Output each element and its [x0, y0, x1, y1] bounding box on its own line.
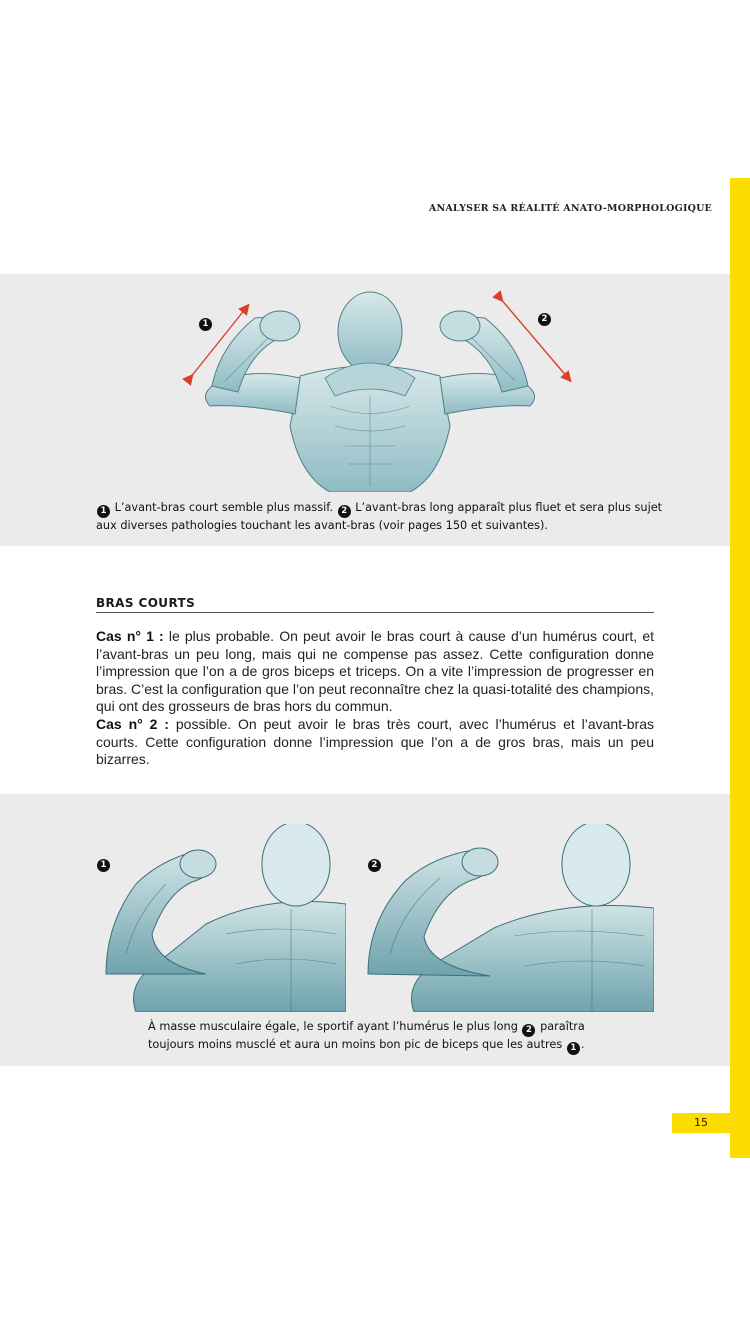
back-flex-illustration-long	[364, 824, 654, 1012]
figure-panel-top	[0, 274, 730, 546]
front-double-biceps-illustration	[150, 286, 590, 492]
yellow-edge-bar	[730, 178, 750, 1158]
caption-marker-1: 1	[97, 505, 110, 518]
running-header-title: ANALYSER SA RÉALITÉ ANATO-MORPHOLOGIQUE	[428, 203, 712, 214]
caption-bottom-marker-2: 2	[522, 1024, 535, 1037]
caption-bottom-text-3: .	[580, 1038, 585, 1051]
case-2-text: possible. On peut avoir le bras très court, avec l’humérus et l’avant-bras courts. Cette configuration donne l’impression que l’on a de gros bras, mais un peu bizarres.	[96, 715, 655, 768]
back-flex-illustration-short	[96, 824, 346, 1012]
case-2-lead: Cas n° 2 :	[96, 715, 169, 732]
marker-badge-1: 1	[199, 318, 212, 331]
section-title: BRAS COURTS	[96, 596, 654, 613]
caption-bottom-text-1: À masse musculaire égale, le sportif ayant l’humérus le plus long	[148, 1020, 518, 1033]
caption-text-2: L’avant-bras long apparaît plus fluet et sera plus sujet aux diverses pathologies touchant les avant-bras (voir pages 150 et suivantes).	[96, 501, 663, 532]
case-2-paragraph	[96, 716, 654, 769]
caption-marker-2: 2	[338, 505, 351, 518]
marker-badge-1-bottom: 1	[97, 859, 110, 872]
marker-badge-2: 2	[538, 313, 551, 326]
page-number: 15	[672, 1113, 730, 1133]
case-1-text: le plus probable. On peut avoir le bras court à cause d’un humérus court, et l’avant-bras un peu long, mais qui ne compense pas assez. Cette configuration donne l’impression que l’on a de gros biceps et triceps. On a vite l’impression de progresser en bras. C’est la configuration que l’on peut reconnaître chez la quasi-totalité des champions, qui ont des grosseurs de bras hors du commun.	[96, 628, 655, 715]
caption-bottom-marker-1: 1	[567, 1042, 580, 1055]
marker-badge-2-bottom: 2	[368, 859, 381, 872]
figure-top-caption	[96, 500, 676, 534]
figure-bottom-caption	[148, 1019, 618, 1055]
caption-text-1: L’avant-bras court semble plus massif.	[114, 501, 334, 514]
section-body	[96, 628, 654, 769]
case-1-lead: Cas n° 1 :	[96, 628, 164, 644]
case-1-paragraph	[96, 628, 654, 716]
figure-panel-bottom	[0, 794, 730, 1066]
caption-bottom-text-2: paraîtra toujours moins musclé et aura un moins bon pic de biceps que les autres	[148, 1020, 585, 1051]
